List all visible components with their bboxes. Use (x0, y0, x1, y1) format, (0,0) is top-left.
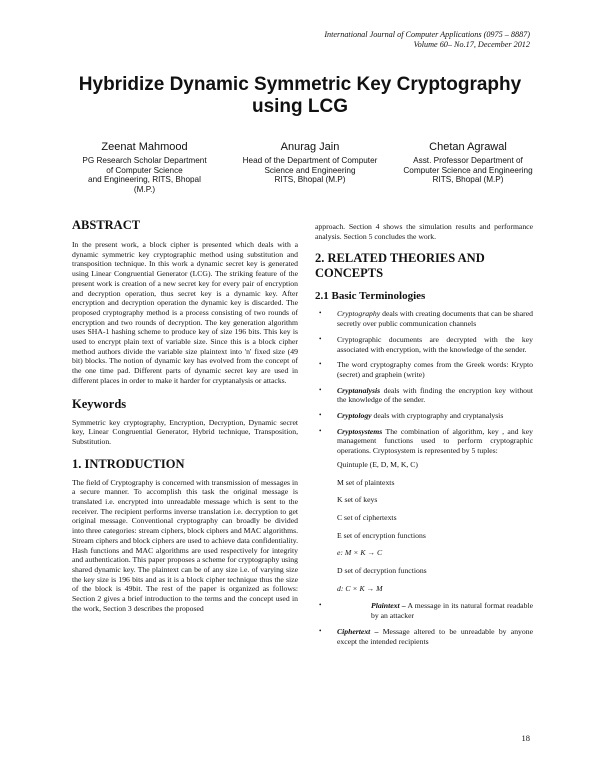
affiliation-line: Science and Engineering (264, 165, 356, 175)
keywords-heading: Keywords (72, 396, 127, 411)
term-description: A message in its natural format readable by an attacker (371, 601, 533, 621)
list-item (315, 386, 533, 405)
term: Plaintext – (371, 601, 406, 611)
terminology-list (315, 309, 533, 455)
related-heading-line: 2. RELATED THEORIES AND (315, 251, 485, 266)
page-number: 18 (521, 733, 530, 743)
journal-header (324, 30, 530, 50)
introduction-continued: approach. Section 4 shows the simulation results and performance analysis. Section 5 concludes the work. (315, 222, 533, 241)
affiliation-line: RITS, Bhopal (M.P) (274, 175, 346, 185)
author-affiliation (390, 156, 546, 185)
list-item (315, 360, 533, 379)
bullet-icon: • (319, 626, 322, 635)
math-line: K set of keys (337, 495, 378, 505)
affiliation-line: Head of the Department of Computer (242, 156, 378, 165)
term-description: deals with finding the encryption key without the knowledge of the sender. (337, 385, 533, 405)
plaintext-ciphertext-list (315, 601, 533, 646)
term: Cryptology (337, 411, 372, 421)
bullet-icon: • (319, 360, 322, 369)
term-description: Cryptographic documents are decrypted with the key associated with encryption, with the knowledge of the sender. (337, 334, 533, 354)
math-line: D set of decryption functions (337, 566, 427, 576)
left-column (72, 218, 298, 614)
author-name: Zeenat Mahmood (101, 141, 188, 153)
bullet-icon: • (319, 601, 322, 610)
affiliation-line: (M.P.) (133, 184, 156, 194)
introduction-text: The field of Cryptography is concerned with transmission of messages in a secure manner. To accomplish this task the original message is translated i.e. encrypted into unreadable message which is sent to the receiver. The recipient performs inverse translation i.e. decryption to get original message. Conventional cryptography can broadly be divided into three categories: stream ciphers, block ciphers and MAC algorithms. Stream ciphers and block ciphers are used to achieve data confidentiality. Hash functions and MAC algorithms are used respectively for integrity and authentication. This paper proposes a scheme for cryptography using shared dynamic key. The plaintext can be of any size i.e. of varying size the key size is 196 bits and as it is a block cipher technique thus the size of the block is 49bit. The rest of the paper is organized as follows: Section 2 gives a brief introduction to the terms and the concept used in the work, Section 3 describes the proposed (72, 477, 298, 613)
affiliation-line: Computer Science and Engineering (403, 165, 533, 175)
author-3 (390, 141, 546, 185)
paper-title (60, 74, 540, 118)
math-line: d: C × K → M (337, 583, 383, 593)
affiliation-line: and Engineering, RITS, Bhopal (88, 175, 201, 185)
list-item (315, 627, 533, 646)
list-item (315, 335, 533, 354)
term-description: deals with cryptography and cryptanalysis (371, 411, 504, 421)
journal-volume: Volume 60– No.17, December 2012 (413, 40, 530, 49)
bullet-icon: • (319, 309, 322, 318)
related-heading-line: CONCEPTS (315, 266, 384, 281)
author-name: Chetan Agrawal (429, 141, 507, 153)
list-item (315, 411, 533, 421)
affiliation-line: PG Research Scholar Department (82, 156, 207, 165)
right-column (315, 222, 533, 652)
term-description: The combination of algorithm, key , and key management functions used to perform cryptographic operations. Cryptosystem is represented by 5 tuples: (337, 426, 533, 456)
author-name: Anurag Jain (280, 141, 340, 153)
bullet-icon: • (319, 334, 322, 343)
abstract-text: In the present work, a block cipher is presented which deals with a dynamic symmetric key cryptographic method using substitution and transposition technique. In this work a dynamic secret key is generated using Linear Congruential Generator (LCG). The striking feature of the present work is creation of a new secret key for every pair of encryption and decryption operation, thus secret key is a dynamic key. After encryption and decryption operation the dynamic key is discarded. The proposed cryptography method is a process consisting of two rounds of encryption and two rounds of decryption. The key generation algorithm uses SHA-1 hashing scheme to produce key of size 196 bits. This key is used to encrypt plain text of variable size. Since this is a block cipher method authors divide the variable size plaintext into 'n' fixed size (49 bit) blocks. The notion of dynamic key has evolved from the concept of the one time pad. Different parts of dynamic secret key are used in different places in order to make it harder for cryptanalysis or attacks. (72, 240, 298, 385)
abstract-heading: ABSTRACT (72, 218, 141, 232)
bullet-icon: • (319, 385, 322, 394)
math-line: M set of plaintexts (337, 477, 395, 487)
bullet-icon: • (319, 411, 322, 420)
affiliation-line: Asst. Professor Department of (413, 156, 523, 165)
author-affiliation (62, 156, 227, 194)
author-affiliation (230, 156, 390, 185)
math-line: Quintuple (E, D, M, K, C) (337, 459, 418, 469)
list-item (315, 601, 533, 620)
list-item (315, 309, 533, 328)
term: Cryptanalysis (337, 385, 381, 395)
bullet-icon: • (319, 426, 322, 435)
author-2 (230, 141, 390, 185)
journal-name: International Journal of Computer Applications (0975 – 8887) (324, 30, 530, 39)
affiliation-line: of Computer Science (106, 165, 183, 175)
title-line-2: using LCG (251, 96, 349, 117)
term: Ciphertext – (337, 626, 379, 636)
affiliation-line: RITS, Bhopal (M.P) (432, 175, 504, 185)
related-heading (315, 251, 533, 281)
term-description: The word cryptography comes from the Greek words: Krypto (secret) and graphein (write) (337, 360, 533, 379)
math-line: e: M × K → C (337, 548, 383, 558)
author-1 (62, 141, 227, 194)
cryptosystem-tuple-list (315, 460, 533, 594)
keywords-text: Symmetric key cryptography, Encryption, Decryption, Dynamic secret key, Linear Congruential Generator, Hybrid technique, Transposition, Substitution. (72, 417, 298, 446)
term-description: deals with creating documents that can be shared secretly over public communication channels (337, 309, 533, 329)
math-line: E set of encryption functions (337, 530, 426, 540)
term-description: Message altered to be unreadable by anyone except the intended recipients (337, 626, 533, 646)
list-item (315, 427, 533, 456)
basic-terminologies-heading: 2.1 Basic Terminologies (315, 290, 426, 303)
introduction-heading: 1. INTRODUCTION (72, 456, 185, 471)
term: Cryptography (337, 309, 381, 319)
math-line: C set of ciphertexts (337, 512, 397, 522)
term: Cryptosystems (337, 426, 383, 436)
title-line-1: Hybridize Dynamic Symmetric Key Cryptography (78, 74, 522, 95)
